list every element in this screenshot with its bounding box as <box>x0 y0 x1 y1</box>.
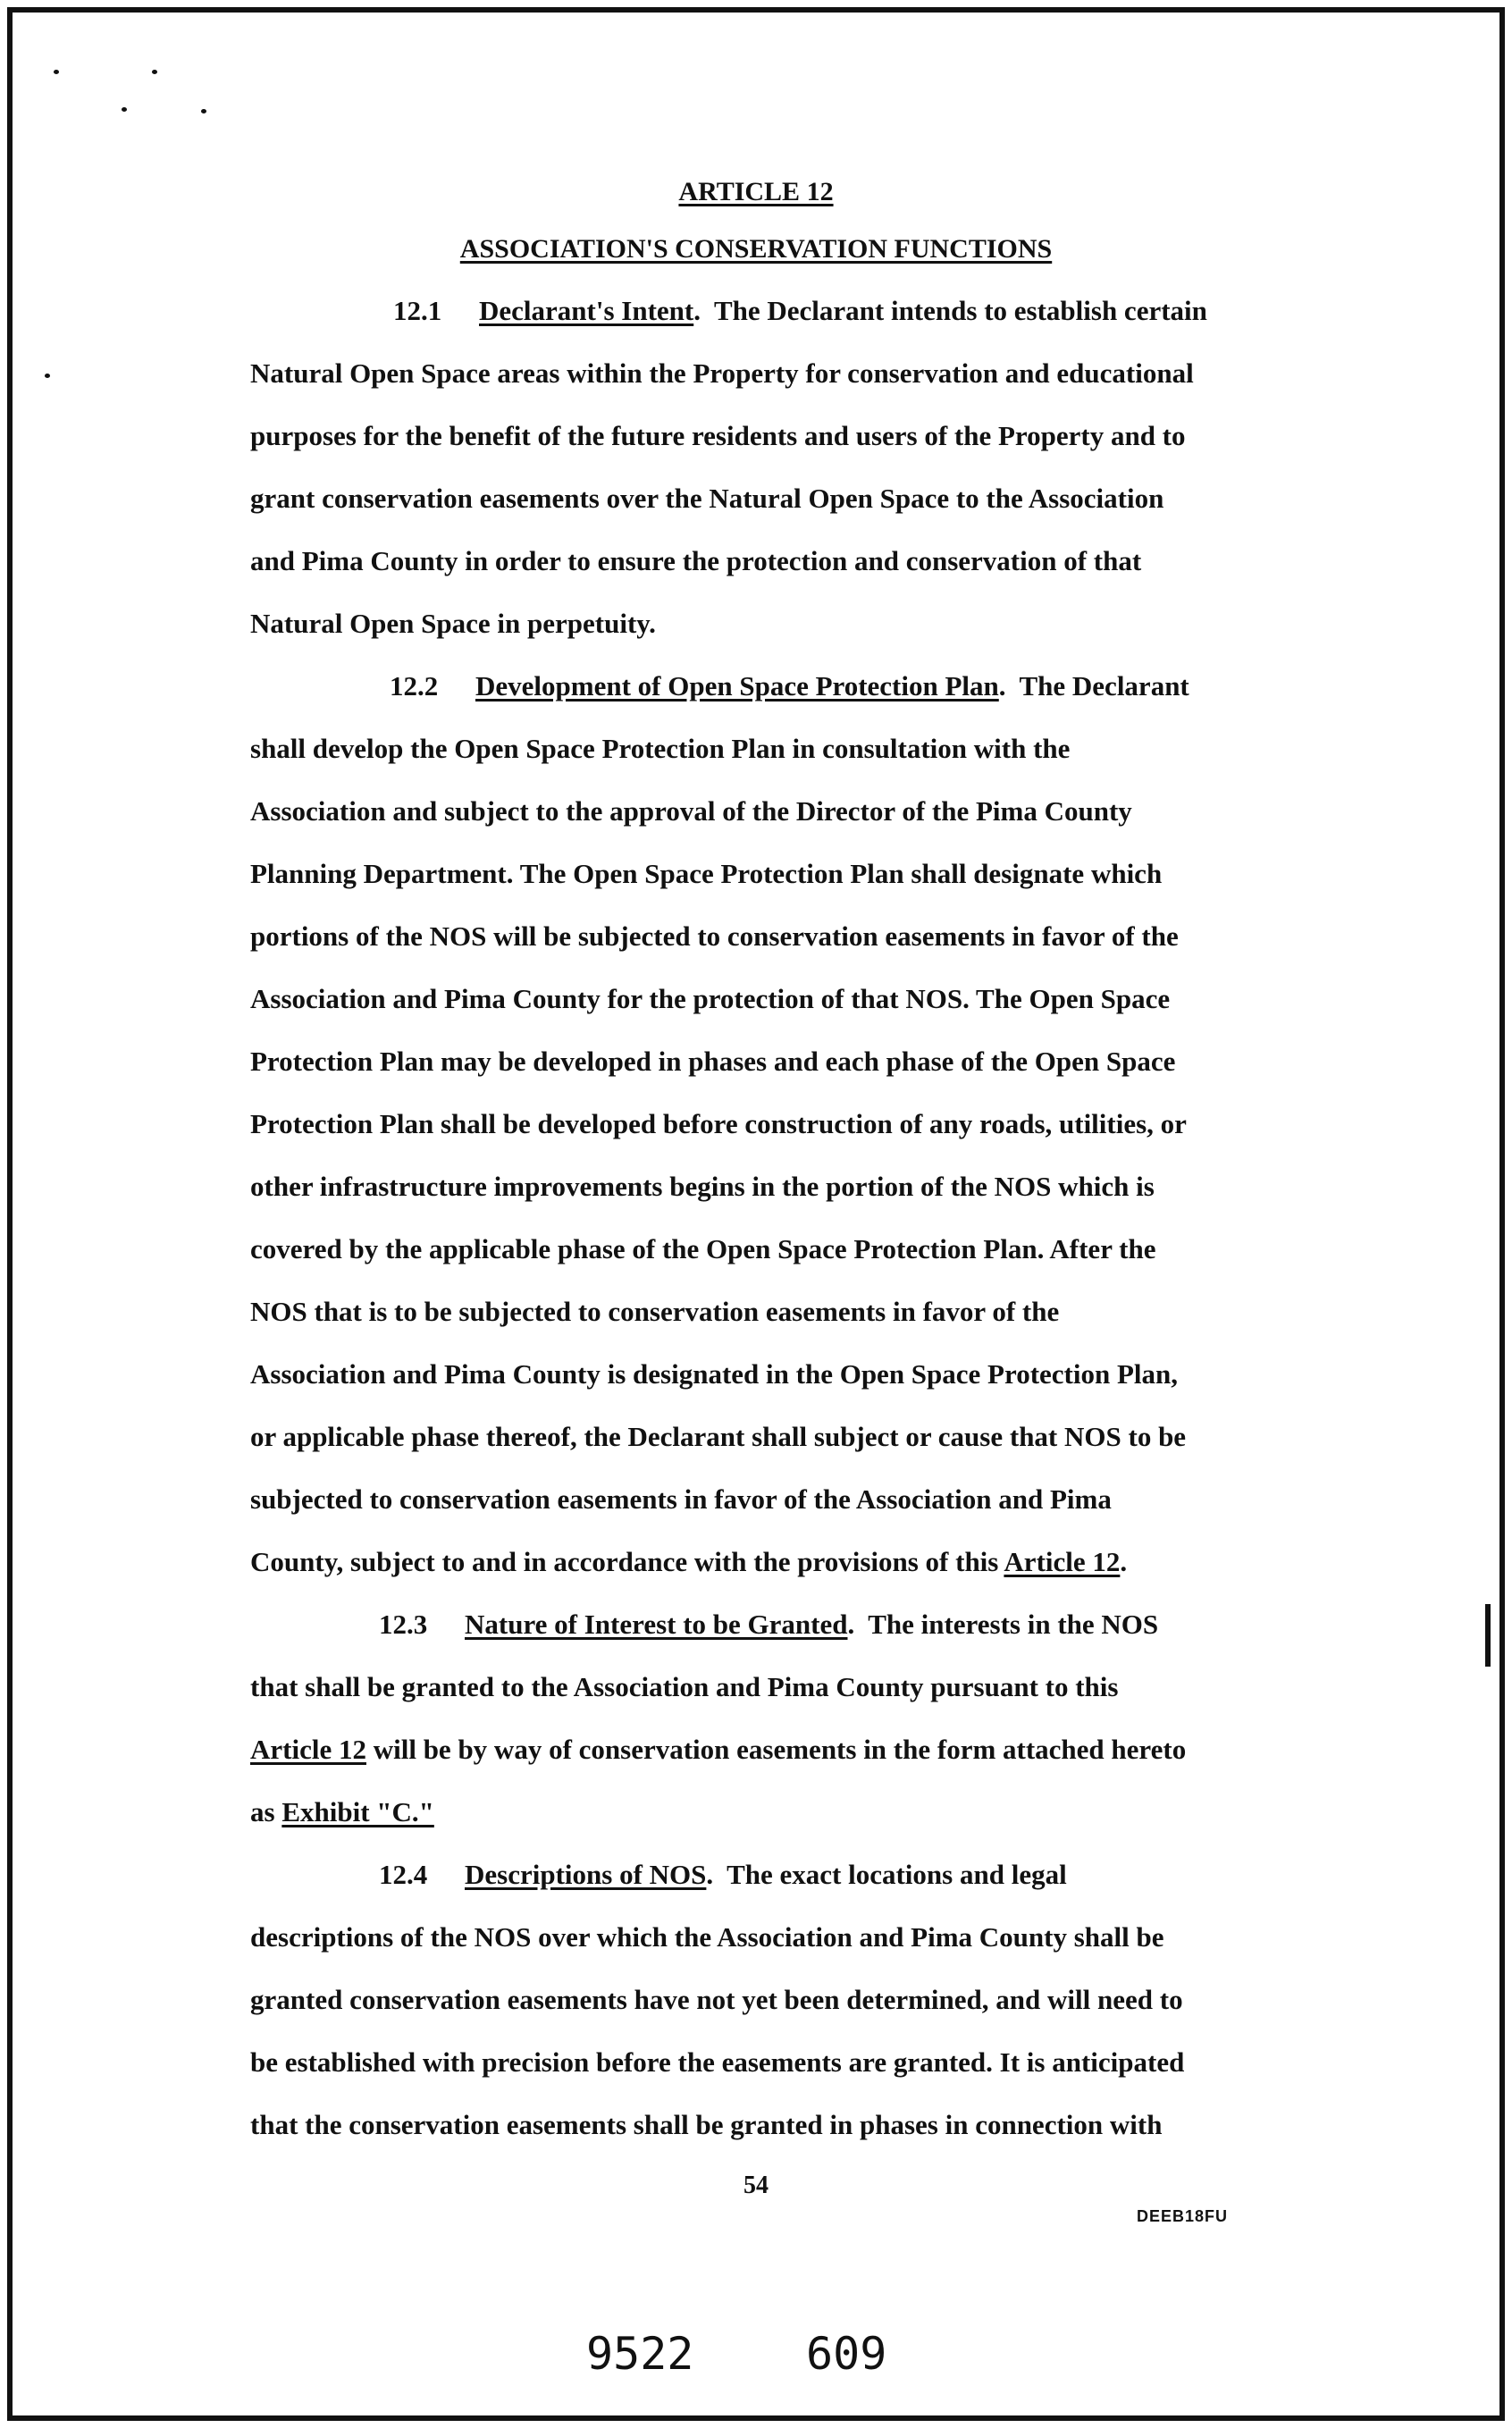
document-code: DEEB18FU <box>1137 2207 1229 2225</box>
text-line: descriptions of the NOS over which the Association and Pima County shall be <box>250 1921 1164 1953</box>
section-title: Declarant's Intent <box>479 295 694 326</box>
section-12-4-heading-line: 12.4 Descriptions of NOS. The exact locations and legal <box>379 1857 1067 1893</box>
text-line: shall develop the Open Space Protection Plan in consultation with the <box>250 733 1071 764</box>
section-number: 12.4 <box>379 1859 428 1890</box>
scan-speck <box>54 70 59 74</box>
text-line: be established with precision before the easements are granted. It is anticipated <box>250 2046 1185 2078</box>
text-line: or applicable phase thereof, the Declarant shall subject or cause that NOS to be <box>250 1421 1187 1452</box>
scan-edge-mark <box>1485 1604 1491 1667</box>
section-number: 12.1 <box>393 295 442 326</box>
scan-speck <box>45 374 50 378</box>
section-text: as <box>250 1796 275 1827</box>
text-line: Association and Pima County for the protection of that NOS. The Open Space <box>250 983 1171 1014</box>
text-line: Protection Plan shall be developed before construction of any roads, utilities, or <box>250 1108 1187 1139</box>
text-line <box>250 1794 434 1830</box>
section-title: Development of Open Space Protection Plan <box>475 670 999 702</box>
article-heading: ARTICLE 12 <box>678 177 834 206</box>
text-line: covered by the applicable phase of the Open Space Protection Plan. After the <box>250 1233 1156 1264</box>
section-number: 12.2 <box>390 670 439 702</box>
text-line: Association and Pima County is designated in the Open Space Protection Plan, <box>250 1358 1179 1390</box>
section-title: Nature of Interest to be Granted <box>465 1609 848 1640</box>
text-line: Protection Plan may be developed in phases and each phase of the Open Space <box>250 1046 1176 1077</box>
text-line: Association and subject to the approval of the Director of the Pima County <box>250 795 1132 827</box>
text-line: Natural Open Space areas within the Property for conservation and educational <box>250 357 1194 389</box>
text-line: County, subject to and in accordance with the provisions of this Article 12. <box>250 1546 1128 1577</box>
scan-speck <box>201 109 206 113</box>
article-reference-link[interactable]: Article 12 <box>1004 1546 1121 1577</box>
section-text: The Declarant <box>1019 670 1189 702</box>
text-line: and Pima County in order to ensure the protection and conservation of that <box>250 545 1142 576</box>
text-line: that shall be granted to the Association and Pima County pursuant to this <box>250 1671 1119 1702</box>
text-line: Planning Department. The Open Space Protection Plan shall designate which <box>250 858 1163 889</box>
article-subheading: ASSOCIATION'S CONSERVATION FUNCTIONS <box>459 234 1053 264</box>
section-number: 12.3 <box>379 1609 428 1640</box>
text-line <box>250 1732 1186 1768</box>
text-line: granted conservation easements have not yet been determined, and will need to <box>250 1984 1183 2015</box>
section-text: The interests in the NOS <box>868 1609 1159 1640</box>
recording-stamp-book: 9522 <box>586 2328 694 2380</box>
section-12-2-heading-line: 12.2 Development of Open Space Protection Plan. The Declarant <box>390 668 1189 704</box>
text-line: portions of the NOS will be subjected to conservation easements in favor of the <box>250 920 1179 952</box>
section-12-3-heading-line: 12.3 Nature of Interest to be Granted. The interests in the NOS <box>379 1607 1158 1642</box>
section-title: Descriptions of NOS <box>465 1859 707 1890</box>
text-line: Natural Open Space in perpetuity. <box>250 608 656 639</box>
text-line: subjected to conservation easements in favor of the Association and Pima <box>250 1483 1112 1515</box>
text-line: that the conservation easements shall be granted in phases in connection with <box>250 2109 1163 2140</box>
section-text: County, subject to and in accordance with the provisions of this <box>250 1546 999 1577</box>
text-line: grant conservation easements over the Natural Open Space to the Association <box>250 483 1164 514</box>
article-reference-link[interactable]: Article 12 <box>250 1734 366 1765</box>
text-line: other infrastructure improvements begins in the portion of the NOS which is <box>250 1171 1155 1202</box>
section-text: The Declarant intends to establish certain <box>713 295 1207 326</box>
page-number: 54 <box>743 2172 769 2199</box>
exhibit-reference-link[interactable]: Exhibit "C." <box>281 1796 434 1827</box>
text-line: NOS that is to be subjected to conservation easements in favor of the <box>250 1296 1060 1327</box>
scan-speck <box>122 107 127 112</box>
scan-speck <box>152 70 157 74</box>
text-line: purposes for the benefit of the future residents and users of the Property and to <box>250 420 1186 451</box>
recording-stamp-page: 609 <box>806 2328 887 2380</box>
section-text: will be by way of conservation easements in the form attached hereto <box>373 1734 1187 1765</box>
section-text: The exact locations and legal <box>727 1859 1067 1890</box>
section-12-1-heading-line: 12.1 Declarant's Intent. The Declarant intends to establish certain <box>393 293 1207 329</box>
